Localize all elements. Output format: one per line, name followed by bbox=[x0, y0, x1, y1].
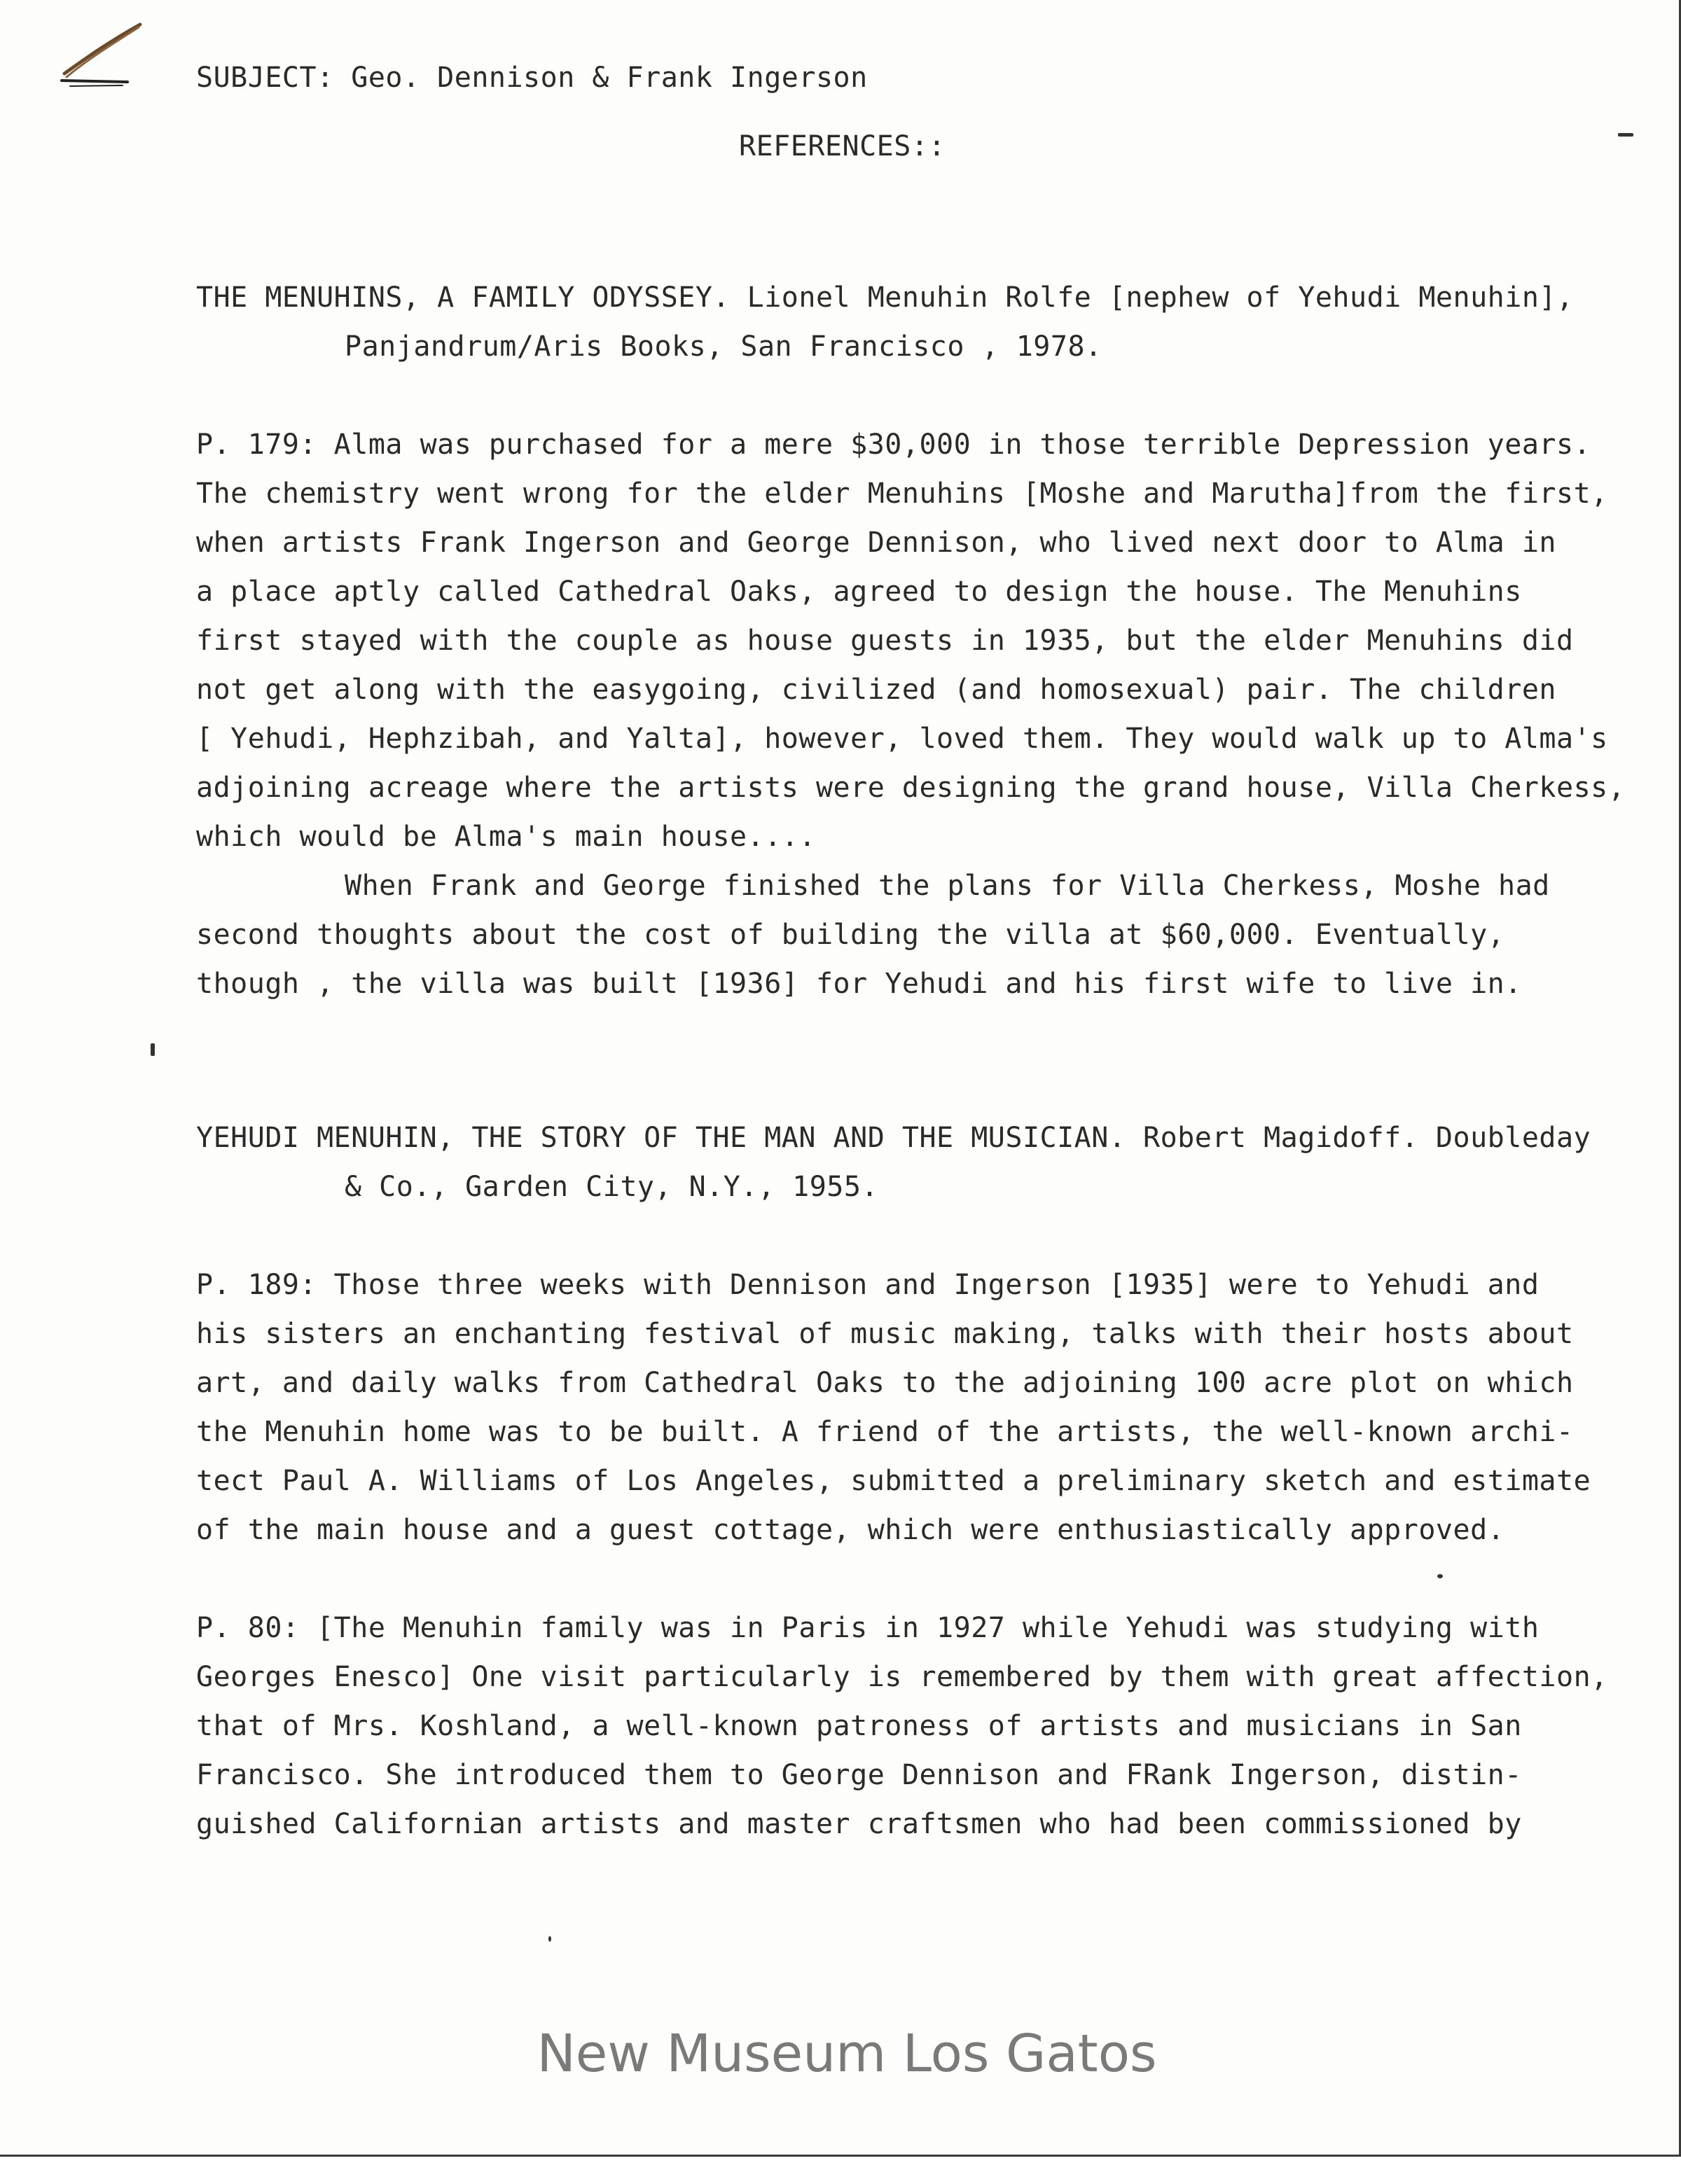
excerpt-line: of the main house and a guest cottage, which were enthusiastically approved. bbox=[196, 1514, 1505, 1546]
excerpt-line: The chemistry went wrong for the elder Menuhins [Moshe and Marutha]from the first, bbox=[196, 478, 1608, 510]
excerpt-line: second thoughts about the cost of building the villa at $60,000. Eventually, bbox=[196, 919, 1505, 951]
reference-1-excerpt-p179 bbox=[196, 420, 1625, 861]
citation-line: Panjandrum/Aris Books, San Francisco , 1978. bbox=[345, 331, 1102, 363]
excerpt-line: first stayed with the couple as house guests in 1935, but the elder Menuhins did bbox=[196, 625, 1574, 657]
reference-2-excerpt-p80 bbox=[196, 1604, 1608, 1849]
citation-line: THE MENUHINS, A FAMILY ODYSSEY. Lionel Menuhin Rolfe [nephew of Yehudi Menuhin], bbox=[196, 281, 1574, 314]
reference-1-citation bbox=[196, 273, 1574, 371]
excerpt-line: P. 179: Alma was purchased for a mere $30,000 in those terrible Depression years. bbox=[196, 429, 1591, 461]
check-mark-icon bbox=[56, 18, 147, 95]
excerpt-line: P. 189: Those three weeks with Dennison and Ingerson [1935] were to Yehudi and bbox=[196, 1269, 1540, 1301]
excerpt-line: tect Paul A. Williams of Los Angeles, submitted a preliminary sketch and estimate bbox=[196, 1465, 1591, 1497]
references-heading: REFERENCES:: bbox=[739, 130, 946, 162]
paper-speck bbox=[548, 1936, 551, 1942]
excerpt-line: that of Mrs. Koshland, a well-known patroness of artists and musicians in San bbox=[196, 1710, 1522, 1742]
subject-line: SUBJECT: Geo. Dennison & Frank Ingerson bbox=[196, 62, 868, 94]
citation-line: & Co., Garden City, N.Y., 1955. bbox=[345, 1171, 879, 1203]
excerpt-line: Georges Enesco] One visit particularly is remembered by them with great affection, bbox=[196, 1661, 1608, 1693]
excerpt-line: adjoining acreage where the artists were designing the grand house, Villa Cherkess, bbox=[196, 772, 1626, 804]
excerpt-line: a place aptly called Cathedral Oaks, agreed to design the house. The Menuhins bbox=[196, 576, 1522, 608]
excerpt-line: when artists Frank Ingerson and George Dennison, who lived next door to Alma in bbox=[196, 527, 1556, 559]
excerpt-line: guished Californian artists and master craftsmen who had been commissioned by bbox=[196, 1808, 1522, 1840]
museum-watermark: New Museum Los Gatos bbox=[537, 2024, 1157, 2084]
excerpt-line: which would be Alma's main house.... bbox=[196, 821, 816, 853]
paper-speck bbox=[151, 1043, 155, 1056]
excerpt-line: Francisco. She introduced them to George Dennison and FRank Ingerson, distin- bbox=[196, 1759, 1522, 1791]
excerpt-line: not get along with the easygoing, civilized (and homosexual) pair. The children bbox=[196, 674, 1556, 706]
reference-2-citation bbox=[196, 1113, 1591, 1211]
excerpt-line: P. 80: [The Menuhin family was in Paris in 1927 while Yehudi was studying with bbox=[196, 1612, 1540, 1644]
paper-speck bbox=[1618, 133, 1633, 137]
reference-1-excerpt-continued bbox=[196, 861, 1550, 1008]
excerpt-line: When Frank and George finished the plans for Villa Cherkess, Moshe had bbox=[345, 870, 1550, 902]
citation-line: YEHUDI MENUHIN, THE STORY OF THE MAN AND THE MUSICIAN. Robert Magidoff. Doubleday bbox=[196, 1122, 1591, 1154]
excerpt-line: his sisters an enchanting festival of music making, talks with their hosts about bbox=[196, 1318, 1574, 1350]
paper-speck bbox=[1437, 1574, 1443, 1578]
excerpt-line: [ Yehudi, Hephzibah, and Yalta], however, loved them. They would walk up to Alma's bbox=[196, 723, 1608, 755]
excerpt-line: the Menuhin home was to be built. A friend of the artists, the well-known archi- bbox=[196, 1416, 1574, 1448]
excerpt-line: art, and daily walks from Cathedral Oaks to the adjoining 100 acre plot on which bbox=[196, 1367, 1574, 1399]
reference-2-excerpt-p189 bbox=[196, 1260, 1591, 1554]
excerpt-line: though , the villa was built [1936] for Yehudi and his first wife to live in. bbox=[196, 968, 1522, 1000]
